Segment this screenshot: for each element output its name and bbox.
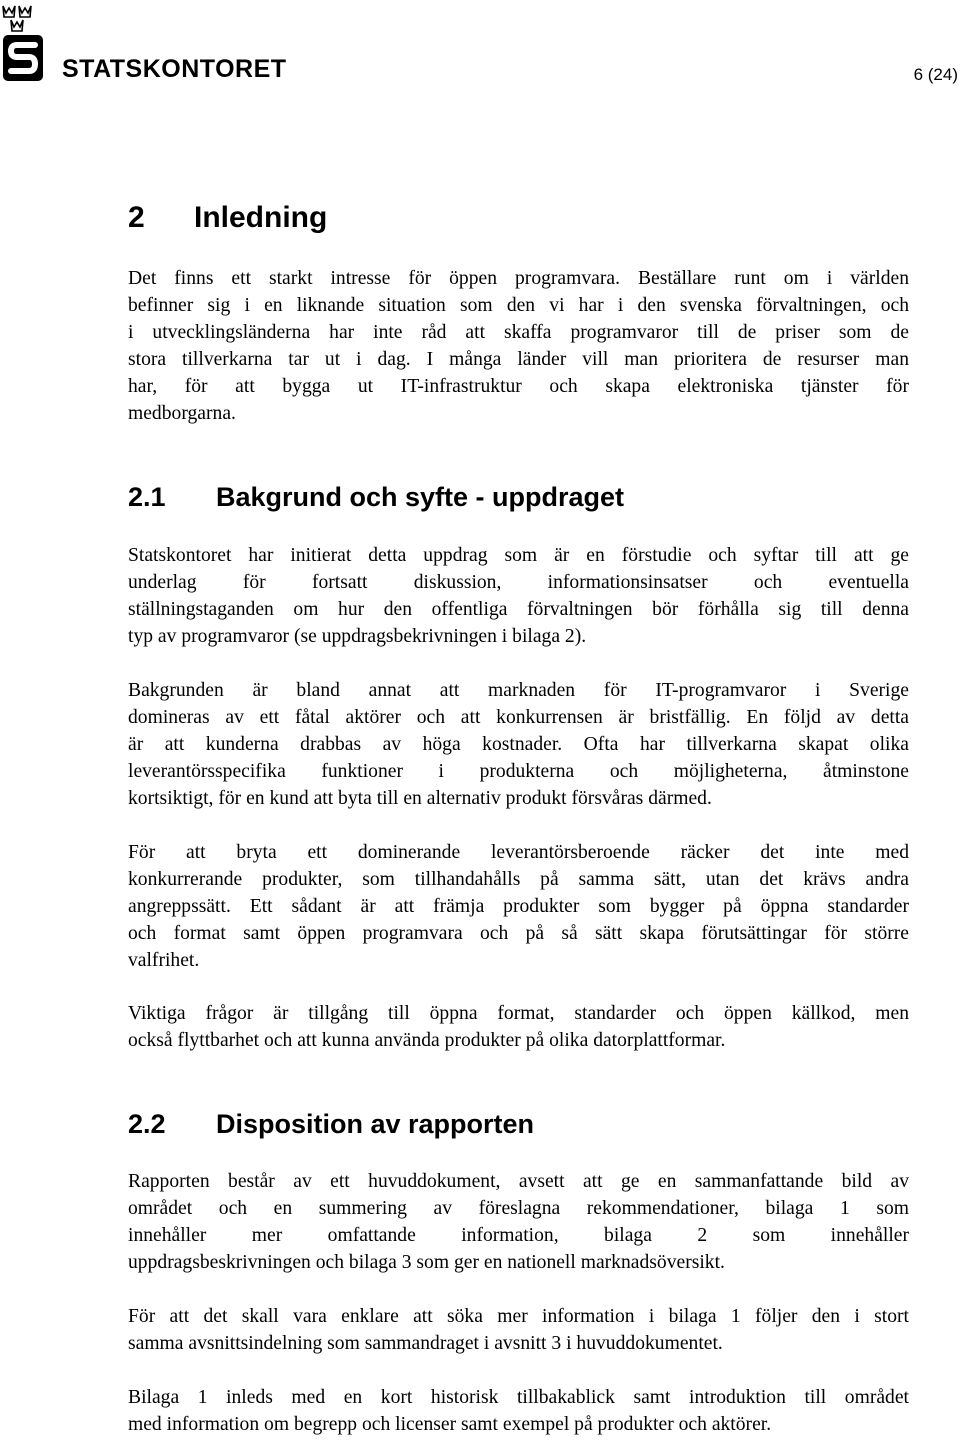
text-line: kortsiktigt, för en kund att byta till en alternativ produkt försvåras därmed. — [128, 788, 712, 809]
paragraph — [128, 677, 909, 812]
subsection-number: 2.1 — [128, 482, 166, 512]
text-line: konkurrerande produkter, som tillhandahålls på samma sätt, utan det krävs andra — [128, 869, 909, 890]
text-line: Statskontoret har initierat detta uppdrag som är en förstudie och syftar till att ge — [128, 545, 909, 566]
text-line: domineras av ett fåtal aktörer och att konkurrensen är bristfällig. En följd av detta — [128, 707, 909, 728]
subsection-title: Bakgrund och syfte - uppdraget — [216, 482, 625, 512]
text-line: uppdragsbeskrivningen och bilaga 3 som ger en nationell marknadsöversikt. — [128, 1252, 725, 1273]
text-line: underlag för fortsatt diskussion, informationsinsatser och eventuella — [128, 572, 909, 593]
text-line: leverantörsspecifika funktioner i produkterna och möjligheterna, åtminstone — [128, 761, 909, 782]
subsection-number: 2.2 — [128, 1109, 166, 1139]
text-line: För att bryta ett dominerande leverantörsberoende räcker det inte med — [128, 842, 909, 863]
text-line: och format samt öppen programvara och på så sätt skapa förutsättingar för större — [128, 923, 909, 944]
text-line: stora tillverkarna tar ut i dag. I många länder vill man prioritera de resurser man — [128, 349, 909, 370]
paragraph — [128, 1303, 909, 1357]
section-number: 2 — [128, 201, 145, 234]
section-heading — [128, 198, 327, 238]
page-number: 6 (24) — [913, 65, 958, 84]
text-line: har, för att bygga ut IT-infrastruktur och skapa elektroniska tjänster för — [128, 376, 909, 397]
text-line: befinner sig i en liknande situation som den vi har i den svenska förvaltningen, och — [128, 295, 909, 316]
text-line: valfrihet. — [128, 950, 200, 971]
text-line: ställningstaganden om hur den offentliga förvaltningen bör förhålla sig till denna — [128, 599, 909, 620]
section-title: Inledning — [194, 201, 328, 234]
paragraph — [128, 542, 909, 650]
text-line: Det finns ett starkt intresse för öppen programvara. Beställare runt om i världen — [128, 268, 909, 289]
text-line: För att det skall vara enklare att söka mer information i bilaga 1 följer den i stort — [128, 1306, 909, 1327]
text-line: är att kunderna drabbas av höga kostnader. Ofta har tillverkarna skapat olika — [128, 734, 909, 755]
subsection-heading — [128, 480, 624, 514]
paragraph — [128, 1168, 909, 1276]
paragraph — [128, 265, 909, 427]
logo-wordmark: STATSKONTORET — [62, 55, 287, 83]
paragraph — [128, 1000, 909, 1054]
text-line: medborgarna. — [128, 403, 236, 424]
text-line: området och en summering av föreslagna rekommendationer, bilaga 1 som — [128, 1198, 909, 1219]
text-line: med information om begrepp och licenser samt exempel på produkter och aktörer. — [128, 1414, 772, 1435]
text-line: samma avsnittsindelning som sammandraget i avsnitt 3 i huvuddokumentet. — [128, 1333, 723, 1354]
text-line: Rapporten består av ett huvuddokument, avsett att ge en sammanfattande bild av — [128, 1171, 909, 1192]
text-line: Bilaga 1 inleds med en kort historisk tillbakablick samt introduktion till området — [128, 1387, 909, 1408]
crown-s-emblem-icon — [0, 0, 60, 86]
paragraph — [128, 1384, 909, 1438]
text-line: Viktiga frågor är tillgång till öppna format, standarder och öppen källkod, men — [128, 1003, 909, 1024]
subsection-title: Disposition av rapporten — [216, 1109, 535, 1139]
text-line: innehåller mer omfattande information, bilaga 2 som innehåller — [128, 1225, 909, 1246]
statskontoret-logo — [0, 0, 310, 88]
paragraph — [128, 839, 909, 974]
text-line: angreppssätt. Ett sådant är att främja produkter som bygger på öppna standarder — [128, 896, 909, 917]
text-line: Bakgrunden är bland annat att marknaden för IT-programvaror i Sverige — [128, 680, 909, 701]
text-line: typ av programvaror (se uppdragsbekrivningen i bilaga 2). — [128, 626, 587, 647]
subsection-heading — [128, 1107, 534, 1141]
text-line: i utvecklingsländerna har inte råd att skaffa programvaror till de priser som de — [128, 322, 909, 343]
text-line: också flyttbarhet och att kunna använda produkter på olika datorplattformar. — [128, 1030, 726, 1051]
